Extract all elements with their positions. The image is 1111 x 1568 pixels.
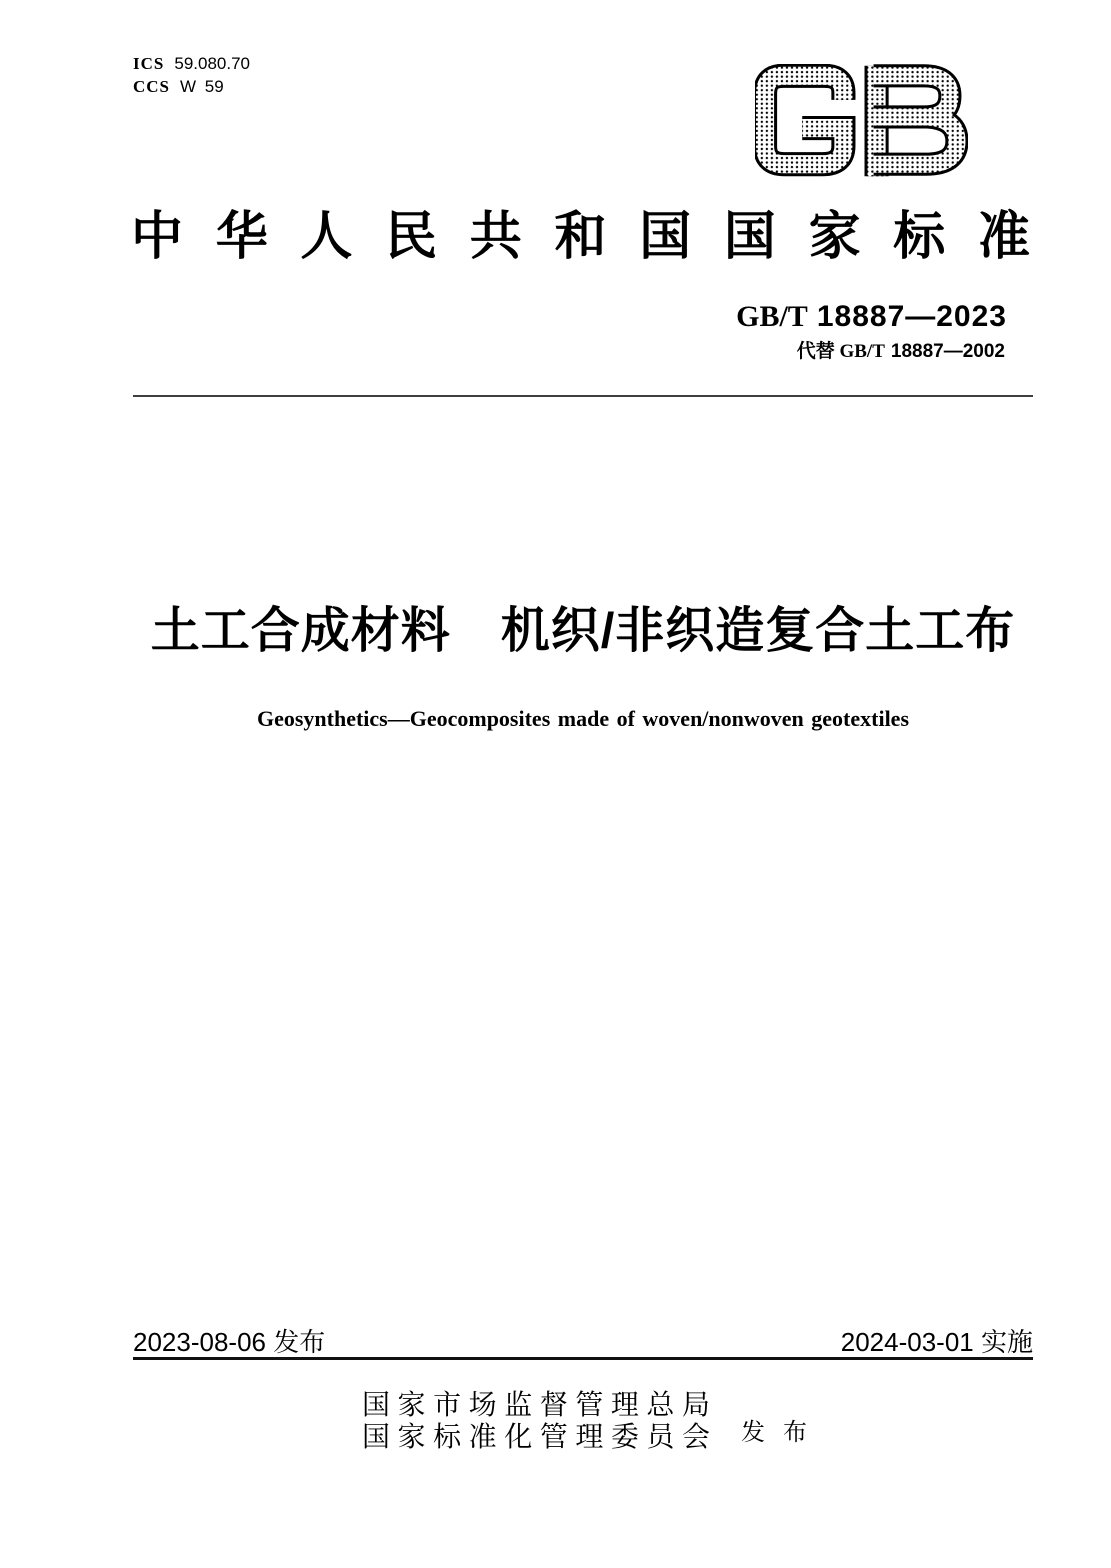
document-title-zh: 土工合成材料 机织/非织造复合土工布 <box>150 604 1016 658</box>
ics-classification-block <box>133 52 250 98</box>
standard-code <box>736 301 1007 333</box>
gb-logo-icon <box>755 64 968 178</box>
national-standard-heading: 中华人民共和国国家标准 <box>131 209 1030 266</box>
replaces-note <box>797 341 1005 363</box>
ics-value: 59.080.70 <box>174 54 250 73</box>
ccs-line <box>133 75 250 98</box>
replaces-prefix: 代替 GB/T <box>796 341 885 362</box>
standard-code-prefix: GB/T <box>736 300 808 333</box>
publisher-block <box>362 1390 710 1454</box>
publisher-name-1: 国家市场监督管理总局 <box>362 1390 710 1421</box>
ccs-value: W 59 <box>180 77 224 96</box>
issued-by-label: 发 布 <box>741 1420 807 1446</box>
issue-date: 2023-08-06 发布 <box>133 1327 326 1357</box>
document-title-en: Geosynthetics—Geocomposites made of woven/nonwoven geotextiles <box>256 706 910 731</box>
footer-rule <box>133 1357 1033 1360</box>
standard-code-number: 18887—2023 <box>816 300 1007 333</box>
publisher-name-2: 国家标准化管理委员会 <box>362 1422 710 1453</box>
ics-label: ICS <box>133 54 165 73</box>
ccs-label: CCS <box>133 77 171 96</box>
header-rule <box>133 395 1033 397</box>
implementation-date: 2024-03-01 实施 <box>840 1327 1033 1357</box>
replaces-number: 18887—2002 <box>890 341 1005 362</box>
ics-line <box>133 52 250 75</box>
